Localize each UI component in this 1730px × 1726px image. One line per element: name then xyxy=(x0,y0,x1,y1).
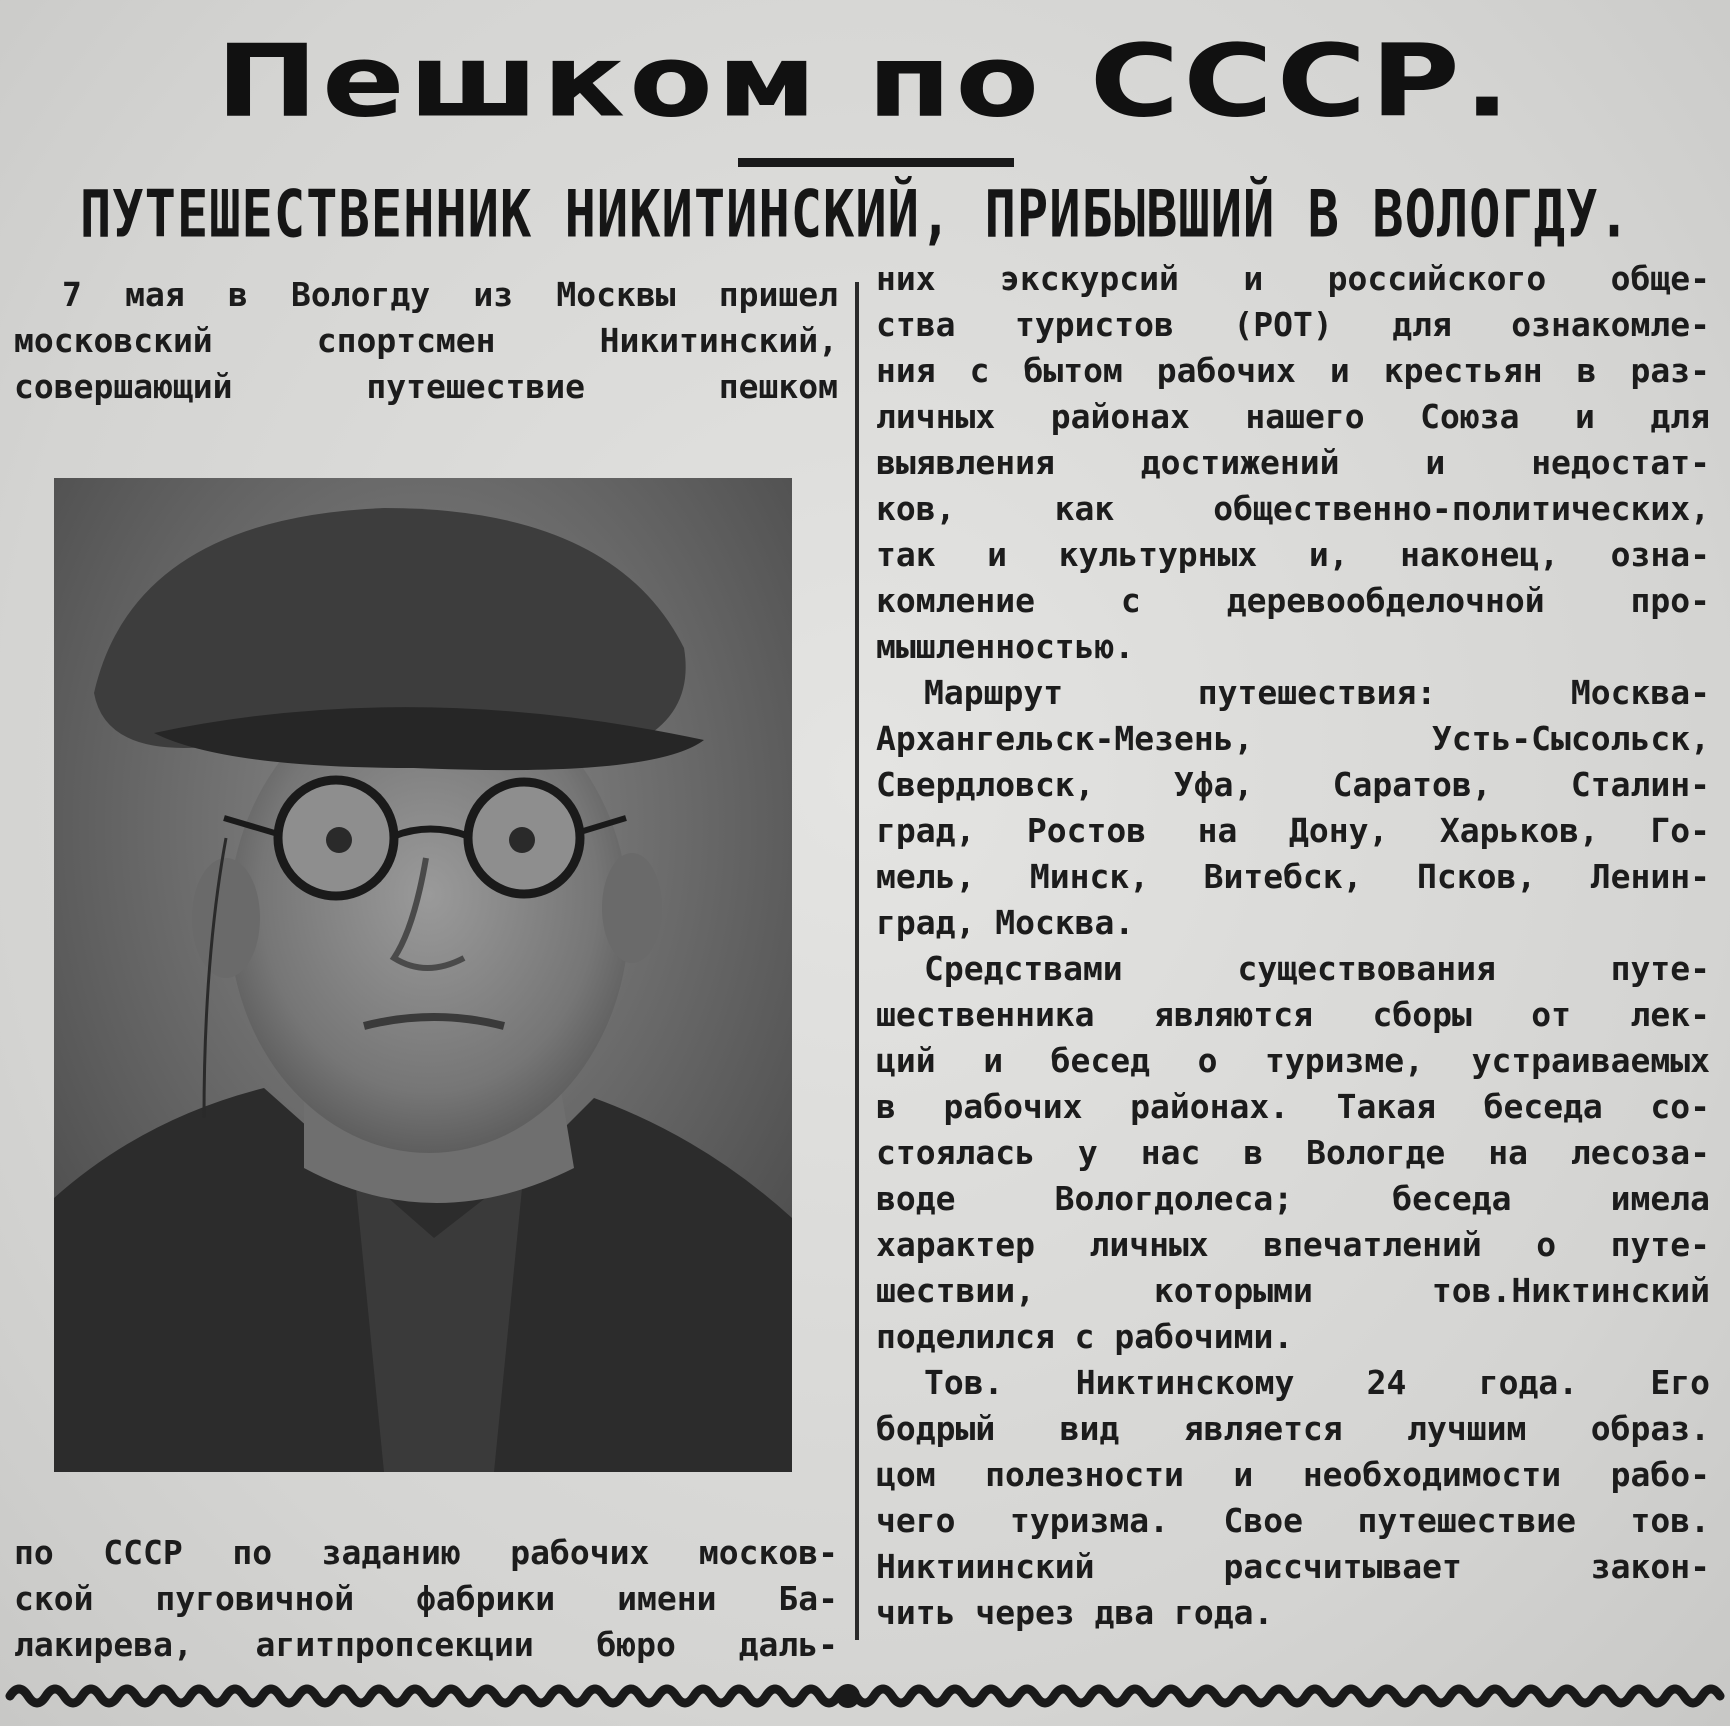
text-line: стоялась у нас в Вологде на лесоза- xyxy=(876,1133,1710,1172)
text-line: мышленностью. xyxy=(876,627,1135,666)
text-line: Маршрут путешествия: Москва- xyxy=(924,673,1710,712)
subheadline: ПУТЕШЕСТВЕННИК НИКИТИНСКИЙ, ПРИБЫВШИЙ В ВОЛОГДУ. xyxy=(80,177,1631,253)
text-line: характер личных впечатлений о путе- xyxy=(876,1225,1710,1264)
paragraph xyxy=(876,946,1710,1360)
text-line: 7 мая в Вологду из Москвы пришел xyxy=(62,275,838,314)
text-line: в рабочих районах. Такая беседа со- xyxy=(876,1087,1710,1126)
text-line: них экскурсий и российского обще- xyxy=(876,259,1710,298)
text-line: Средствами существования путе- xyxy=(924,949,1710,988)
right-column-text xyxy=(876,256,1710,1636)
paragraph xyxy=(876,256,1710,670)
text-line: лакирева, агитпропсекции бюро даль- xyxy=(14,1625,838,1664)
text-line: личных районах нашего Союза и для xyxy=(876,397,1710,436)
left-column-bottom-text xyxy=(14,1530,838,1668)
text-line: Свердловск, Уфа, Саратов, Сталин- xyxy=(876,765,1710,804)
text-line: поделился с рабочими. xyxy=(876,1317,1294,1356)
text-line: совершающий путешествие пешком xyxy=(14,367,838,406)
text-line: бодрый вид является лучшим образ. xyxy=(876,1409,1710,1448)
text-line: мель, Минск, Витебск, Псков, Ленин- xyxy=(876,857,1710,896)
portrait-photo xyxy=(54,478,792,1472)
text-line: московский спортсмен Никитинский, xyxy=(14,321,838,360)
left-column-top-text xyxy=(14,272,838,410)
headline: Пешком по СССР. xyxy=(215,22,1515,140)
text-line: по СССР по заданию рабочих москов- xyxy=(14,1533,838,1572)
text-line: чего туризма. Свое путешествие тов. xyxy=(876,1501,1710,1540)
border-ornament-dot xyxy=(836,1684,860,1708)
text-line: град, Москва. xyxy=(876,903,1135,942)
headline-divider xyxy=(738,158,1014,167)
text-line: град, Ростов на Дону, Харьков, Го- xyxy=(876,811,1710,850)
text-line: ния с бытом рабочих и крестьян в раз- xyxy=(876,351,1710,390)
wavy-border xyxy=(0,1674,1730,1718)
text-line: выявления достижений и недостат- xyxy=(876,443,1710,482)
text-line: так и культурных и, наконец, озна- xyxy=(876,535,1710,574)
text-line: чить через два года. xyxy=(876,1593,1274,1632)
text-line: шествии, которыми тов.Никтинский xyxy=(876,1271,1710,1310)
text-line: шественника являются сборы от лек- xyxy=(876,995,1710,1034)
text-line: воде Вологдолеса; беседа имела xyxy=(876,1179,1710,1218)
text-line: ства туристов (РОТ) для ознакомле- xyxy=(876,305,1710,344)
column-divider xyxy=(855,282,859,1640)
text-line: Архангельск-Мезень, Усть-Сысольск, xyxy=(876,719,1710,758)
text-line: Тов. Никтинскому 24 года. Его xyxy=(924,1363,1710,1402)
text-line: цом полезности и необходимости рабо- xyxy=(876,1455,1710,1494)
text-line: Никтиинский рассчитывает закон- xyxy=(876,1547,1710,1586)
text-line: ской пуговичной фабрики имени Ба- xyxy=(14,1579,838,1618)
paragraph xyxy=(876,670,1710,946)
portrait-image xyxy=(54,478,792,1472)
text-line: ков, как общественно-политических, xyxy=(876,489,1710,528)
text-line: ций и бесед о туризме, устраиваемых xyxy=(876,1041,1710,1080)
paragraph xyxy=(876,1360,1710,1636)
text-line: комление с деревообделочной про- xyxy=(876,581,1710,620)
